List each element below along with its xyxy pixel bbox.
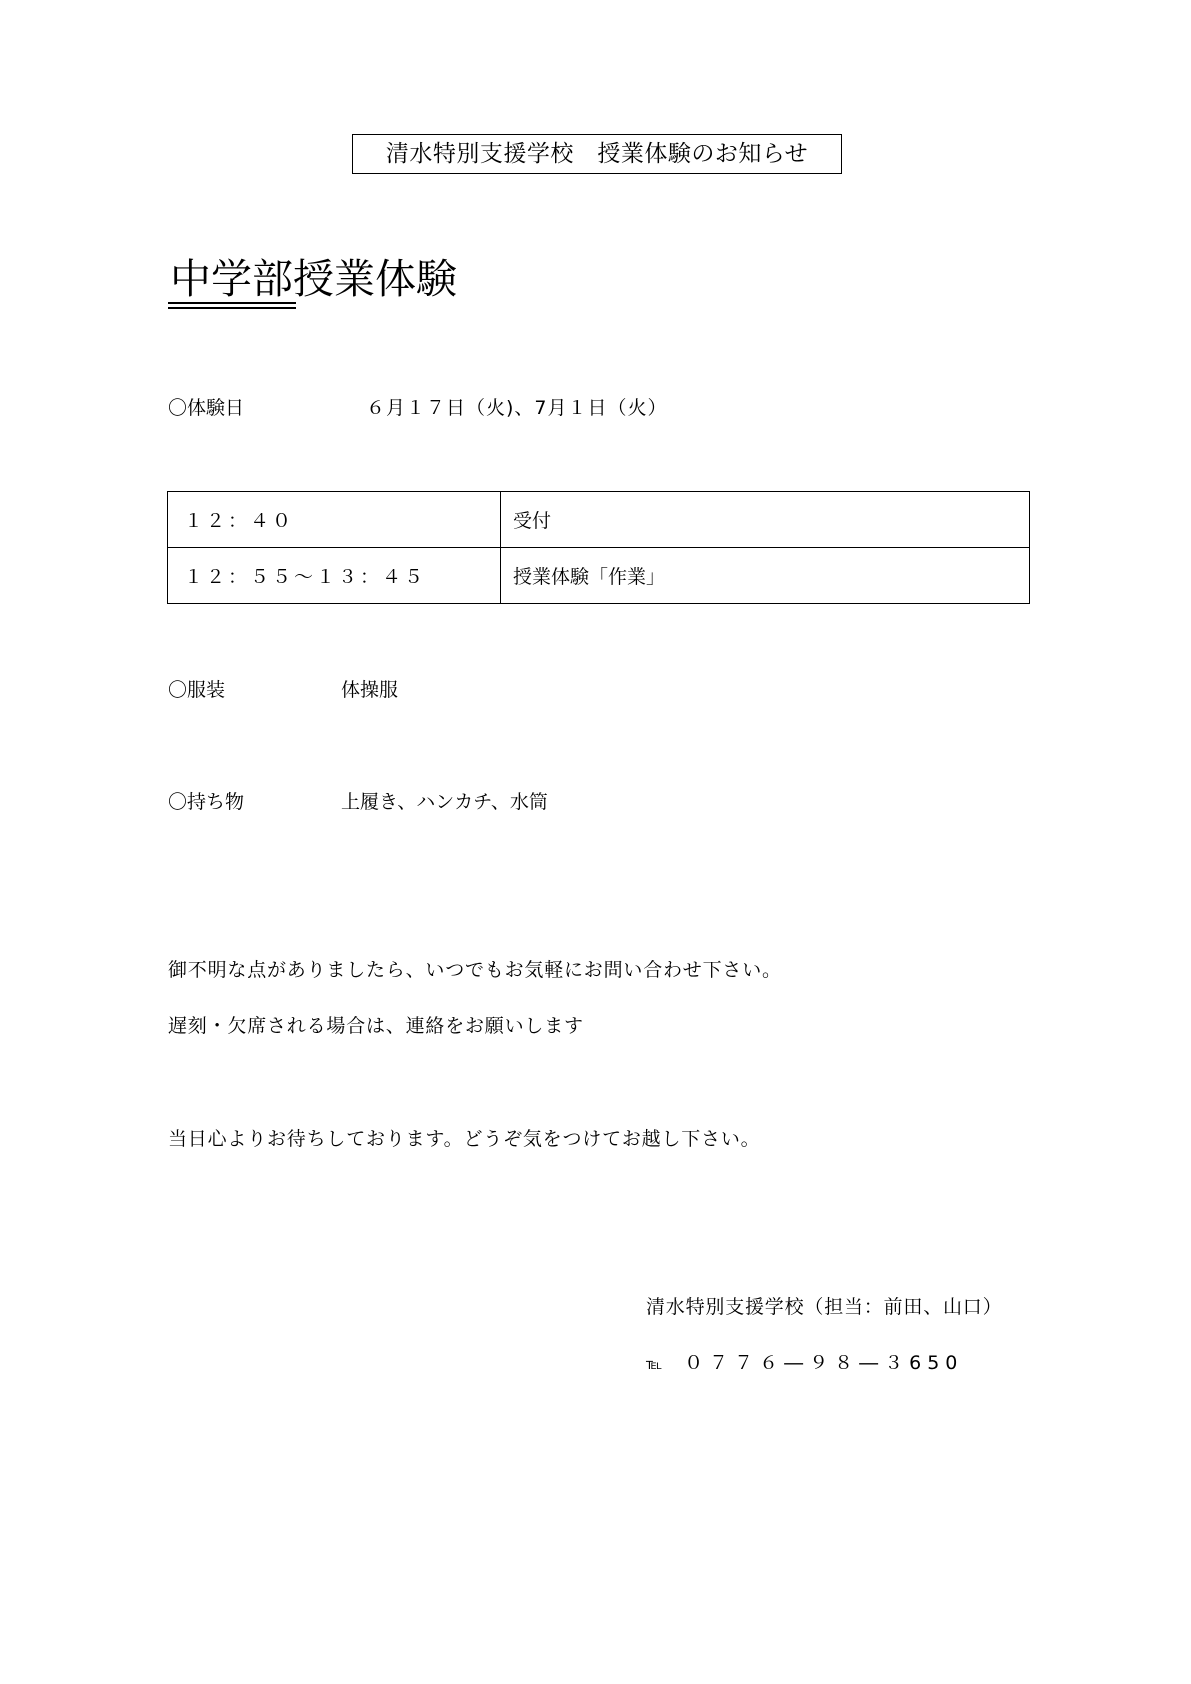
absence-note: 遅刻・欠席される場合は、連絡をお願いします [168, 1015, 584, 1037]
schedule-time: １２：４０ [168, 492, 501, 548]
attire-value: 体操服 [341, 679, 399, 701]
contact-school: 清水特別支援学校（担当：前田、山口） [646, 1296, 1003, 1318]
tel-label: ℡ [646, 1355, 663, 1373]
table-row [168, 492, 1030, 548]
contact-tel [646, 1351, 963, 1376]
document-header-title: 清水特別支援学校 授業体験のお知らせ [352, 134, 842, 174]
closing-note: 当日心よりお待ちしております。どうぞ気をつけてお越し下さい。 [168, 1128, 761, 1150]
table-row [168, 548, 1030, 604]
schedule-event: 受付 [501, 492, 1030, 548]
section-title: 中学部授業体験 [170, 255, 457, 303]
belongings-value: 上履き、ハンカチ、水筒 [341, 791, 548, 813]
attire-label: 〇服装 [168, 679, 226, 701]
date-label: 〇体験日 [168, 397, 245, 419]
schedule-event: 授業体験「作業」 [501, 548, 1030, 604]
inquiry-note: 御不明な点がありましたら、いつでもお気軽にお問い合わせ下さい。 [168, 959, 782, 981]
tel-number: ０７７６―９８―３650 [684, 1352, 964, 1374]
schedule-table [167, 491, 1030, 604]
schedule-time: １２：５５～１３：４５ [168, 548, 501, 604]
belongings-label: 〇持ち物 [168, 791, 245, 813]
date-value: ６月１７日（火)、7月１日（火） [366, 397, 668, 419]
title-underline-bottom [168, 307, 296, 309]
title-underline-top [168, 302, 296, 304]
